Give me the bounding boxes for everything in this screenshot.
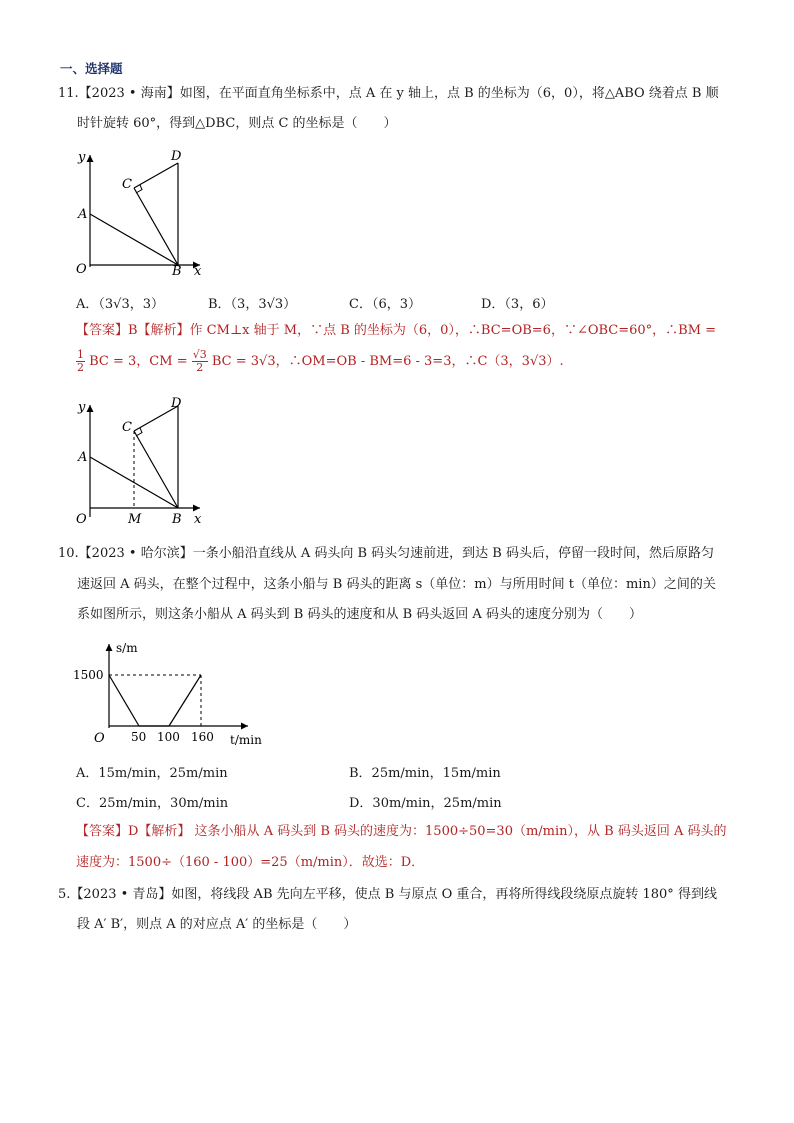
svg-text:D: D [171, 396, 182, 411]
q11-stem-line2: 时针旋转 60°，得到△DBC，则点 C 的坐标是（ ） [77, 116, 397, 131]
q10-answer-line1: 【答案】D【解析】 这条小船从 A 码头到 B 码头的速度为：1500÷50=30（m/min），从 B 码头返回 A 码头的 [76, 824, 727, 839]
q11-answer-line2: $\frac{1}{2}$ BC = 3，CM = $\frac{√3}{2}$ BC = 3√3，∴OM=OB - BM=6 - 3=3，∴C（3，3√3）. [77, 348, 564, 374]
q11-figure [70, 145, 210, 280]
q10-option-b[interactable]: B．25m/min，15m/min [349, 766, 501, 781]
q11-option-a[interactable]: A．（3√3，3） [76, 297, 164, 312]
svg-text:C: C [122, 420, 132, 435]
q10-answer-line2: 速度为：1500÷（160 - 100）=25（m/min）．故选：D． [76, 855, 425, 870]
q11-option-b[interactable]: B．（3，3√3） [208, 297, 297, 312]
q5-stem-line1: 5.【2023 • 青岛】如图，将线段 AB 先向左平移，使点 B 与原点 O 重合，再将所得线段绕原点旋转 180° 得到线 [58, 887, 717, 902]
q11-option-d[interactable]: D．（3，6） [481, 297, 554, 312]
q11-frac-root3-half: $\frac{√3}{2}$ [192, 348, 207, 374]
q11-solution-figure [70, 395, 210, 530]
q10-y-tick-1500: 1500 [73, 668, 104, 682]
q11-label-y: y [78, 150, 86, 165]
q10-option-a[interactable]: A．15m/min，25m/min [76, 766, 228, 781]
q11-frac-half: $\frac{1}{2}$ [77, 348, 84, 374]
q10-x-tick-50: 50 [131, 730, 147, 744]
q10-stem-line3: 系如图所示，则这条小船从 A 码头到 B 码头的速度和从 B 码头返回 A 码头的速度分别为（ ） [77, 607, 642, 622]
q10-origin: O [94, 731, 105, 746]
svg-text:A: A [78, 450, 88, 465]
svg-text:B: B [172, 512, 182, 527]
svg-text:O: O [76, 512, 87, 527]
q11-option-c[interactable]: C．（6，3） [349, 297, 421, 312]
q11-segment-CD [134, 163, 178, 188]
q11-label-D: D [171, 149, 182, 164]
q10-x-tick-100: 100 [157, 730, 180, 744]
q10-graph [70, 638, 270, 750]
section-title: 一、选择题 [60, 61, 123, 76]
q10-option-d[interactable]: D．30m/min，25m/min [349, 796, 502, 811]
svg-text:M: M [128, 512, 142, 527]
q10-y-label: s/m [116, 641, 138, 655]
q11-label-O: O [76, 262, 87, 277]
svg-text:x: x [194, 512, 202, 527]
q10-stem-line1: 10.【2023 • 哈尔滨】一条小船沿直线从 A 码头向 B 码头匀速前进，到达 B 码头后，停留一段时间，然后原路匀 [58, 546, 714, 561]
q11-label-x: x [194, 264, 202, 279]
svg-text:y: y [78, 400, 86, 415]
q11-label-B: B [172, 264, 182, 279]
q11-stem-line1: 11.【2023 • 海南】如图，在平面直角坐标系中，点 A 在 y 轴上，点 B 的坐标为（6，0），将△ABO 绕着点 B 顺 [58, 86, 719, 101]
q11-label-A: A [78, 207, 88, 222]
q10-x-label: t/min [230, 733, 262, 747]
q11-answer-line1: 【答案】B【解析】作 CM⊥x 轴于 M，∵点 B 的坐标为（6，0），∴BC=OB=6，∵∠OBC=60°，∴BM = [76, 323, 717, 338]
q11-segment-CB [134, 188, 178, 265]
q5-stem-line2: 段 A′ B′，则点 A 的对应点 A′ 的坐标是（ ） [77, 917, 357, 932]
q10-stem-line2: 速返回 A 码头，在整个过程中，这条小船与 B 码头的距离 s（单位：m）与所用时间 t（单位：min）之间的关 [77, 577, 716, 592]
q11-segment-AB [90, 214, 178, 265]
q10-option-c[interactable]: C．25m/min，30m/min [76, 796, 229, 811]
q11-label-C: C [122, 177, 132, 192]
q10-x-tick-160: 160 [191, 730, 214, 744]
